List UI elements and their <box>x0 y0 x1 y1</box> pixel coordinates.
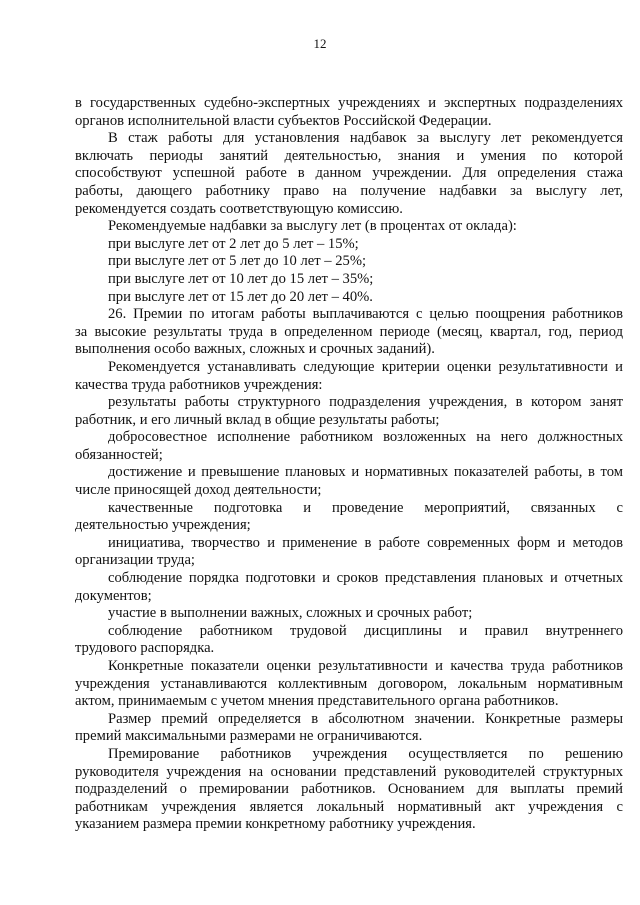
page-number: 12 <box>313 36 327 51</box>
text-line: при выслуге лет от 2 лет до 5 лет – 15%; <box>108 235 359 252</box>
text-line: работникам учреждения является локальный нормативный акт учреждения с <box>75 798 623 815</box>
text-line: включать периоды занятий деятельностью, знания и умения по которой <box>75 147 623 164</box>
text-line: органов исполнительной власти субъектов Российской Федерации. <box>75 112 492 129</box>
text-line: Конкретные показатели оценки результативности и качества труда работников <box>108 658 623 674</box>
text-line: Рекомендуется устанавливать следующие критерии оценки результативности и <box>108 358 623 375</box>
text-line: деятельностью учреждения; <box>75 517 251 534</box>
text-line: Премирование работников учреждения осуществляется по решению <box>108 745 623 762</box>
text-line: учреждения устанавливаются коллективным договором, локальным нормативным <box>75 675 623 692</box>
text-line: руководителя учреждения на основании представлений руководителей структурных <box>75 763 623 780</box>
text-line: соблюдение работником трудовой дисциплины и правил внутреннего <box>108 622 623 639</box>
document-body <box>75 95 623 834</box>
text-line: качественные подготовка и проведение мероприятий, связанных с <box>108 499 623 516</box>
text-line: при выслуге лет от 5 лет до 10 лет – 25%; <box>108 253 367 270</box>
text-line: актом, принимаемым с учетом мнения представительного органа работников. <box>75 693 559 710</box>
text-line: документов; <box>75 587 152 604</box>
text-line: 26. Премии по итогам работы выплачиваются с целью поощрения работников <box>108 306 623 323</box>
text-line: рекомендуется создать соответствующую комиссию. <box>75 200 403 217</box>
text-line: премий максимальными размерами не ограничиваются. <box>75 728 423 745</box>
text-line: качества труда работников учреждения: <box>75 376 323 393</box>
text-line: работы, дающего работнику право на получение надбавки за выслугу лет, <box>75 182 623 199</box>
text-line: Рекомендуемые надбавки за выслугу лет (в процентах от оклада): <box>108 218 517 235</box>
text-line: в государственных судебно-экспертных учреждениях и экспертных подразделениях <box>75 95 623 111</box>
text-line: при выслуге лет от 15 лет до 20 лет – 40%. <box>108 288 373 305</box>
text-line: инициатива, творчество и применение в работе современных форм и методов <box>108 534 623 551</box>
text-line: подразделений о премировании работников. Основанием для выплаты премий <box>75 781 623 798</box>
text-line: числе приносящей доход деятельности; <box>75 482 322 499</box>
text-line: при выслуге лет от 10 лет до 15 лет – 35%; <box>108 270 374 287</box>
text-line: работник, и его личный вклад в общие результаты работы; <box>75 411 440 428</box>
text-line: В стаж работы для установления надбавок за выслугу лет рекомендуется <box>108 130 623 147</box>
text-line: добросовестное исполнение работником возложенных на него должностных <box>108 429 623 446</box>
text-line: соблюдение порядка подготовки и сроков представления плановых и отчетных <box>108 570 623 587</box>
text-line: Размер премий определяется в абсолютном значении. Конкретные размеры <box>108 710 623 727</box>
text-line: результаты работы структурного подразделения учреждения, в котором занят <box>108 394 623 411</box>
text-line: способствуют успешной работе в данном учреждении. Для определения стажа <box>75 165 623 182</box>
text-line: за высокие результаты труда в определенном периоде (месяц, квартал, год, период <box>75 323 623 340</box>
text-line: указанием размера премии конкретному работнику учреждения. <box>75 816 476 833</box>
text-line: достижение и превышение плановых и нормативных показателей работы, в том <box>108 464 623 481</box>
text-line: обязанностей; <box>75 446 163 463</box>
text-line: организации труда; <box>75 552 195 569</box>
text-line: участие в выполнении важных, сложных и срочных работ; <box>108 605 473 622</box>
text-line: трудового распорядка. <box>75 640 215 657</box>
text-line: выполнения особо важных, сложных и срочных заданий). <box>75 341 435 358</box>
